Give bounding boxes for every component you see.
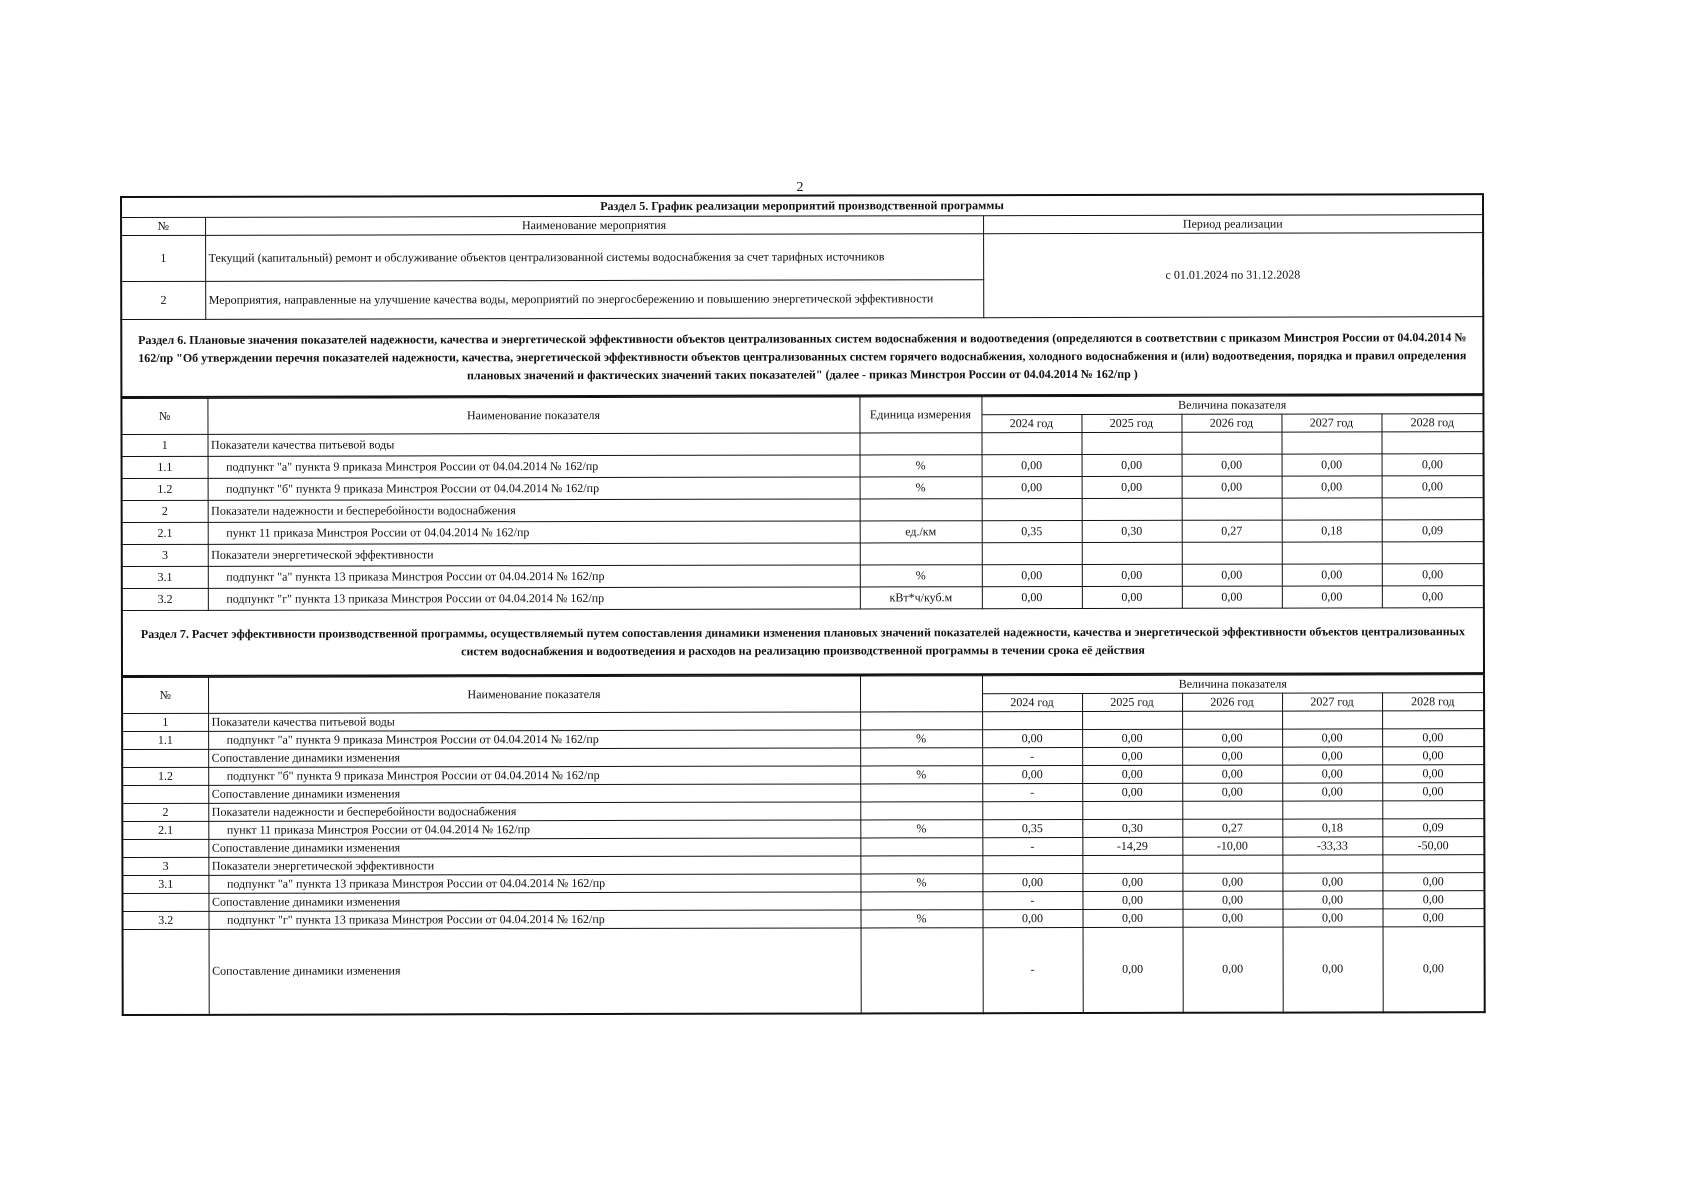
- row-value: 0,00: [982, 873, 1082, 891]
- row-value: 0,00: [1282, 585, 1382, 607]
- table-row: [122, 519, 1484, 544]
- row-value: -33,33: [1282, 836, 1382, 854]
- row-value: 0,00: [1082, 586, 1182, 608]
- table-row: [123, 926, 1485, 1015]
- row-value: 0,00: [982, 476, 1082, 498]
- row-num: 3.2: [122, 588, 208, 610]
- col-unit-header: Единица измерения: [859, 396, 981, 432]
- row-value: 0,00: [982, 909, 1082, 927]
- row-unit: [860, 891, 982, 909]
- row-value: [1282, 710, 1382, 728]
- row-value: [1282, 541, 1382, 563]
- year-header: 2025 год: [1081, 414, 1181, 432]
- row-value: [982, 855, 1082, 873]
- row-value: 0,00: [1282, 746, 1382, 764]
- row-num: 2: [122, 500, 208, 522]
- row-value: 0,00: [1182, 729, 1282, 747]
- row-num: 1.2: [122, 478, 208, 500]
- row-indicator-name: подпункт "а" пункта 9 приказа Минстроя России от 04.04.2014 № 162/пр: [208, 729, 860, 748]
- row-value: 0,00: [982, 586, 1082, 608]
- row-value: [1082, 801, 1182, 819]
- row-unit: [860, 498, 982, 520]
- row-indicator-name: подпункт "г" пункта 13 приказа Минстроя России от 04.04.2014 № 162/пр: [208, 586, 860, 609]
- row-value: -: [982, 891, 1082, 909]
- row-num: [122, 785, 208, 803]
- section-7-title: Раздел 7. Расчет эффективности производственной программы, осуществляемый путем сопоставления динамики изменения плановых значений показателей надежности, качества и энергетической эффективности объектов централизованных систем водоснабжения и водоотведения и расходов на реализацию производственной программы в течении срока её действия: [122, 607, 1484, 675]
- row-value: -: [982, 783, 1082, 801]
- col-indicator-name-header: Наименование показателя: [208, 675, 860, 712]
- row-value: [1382, 541, 1484, 563]
- table-row: [122, 453, 1484, 478]
- row-value: [1182, 542, 1282, 564]
- row-indicator-name: подпункт "г" пункта 13 приказа Минстроя России от 04.04.2014 № 162/пр: [208, 909, 860, 928]
- group-row: [122, 541, 1484, 566]
- row-value: [1082, 711, 1182, 729]
- row-value: 0,00: [1182, 564, 1282, 586]
- row-value: 0,00: [1382, 563, 1484, 585]
- row-num: 1: [121, 434, 207, 456]
- row-value: 0,09: [1382, 818, 1484, 836]
- row-unit: %: [860, 819, 982, 837]
- row-unit: [860, 801, 982, 819]
- row-value: [1082, 542, 1182, 564]
- row-value: -: [982, 747, 1082, 765]
- row-value: 0,00: [1182, 891, 1282, 909]
- row-value: 0,00: [1282, 872, 1382, 890]
- col-num-header: №: [121, 398, 207, 434]
- row-unit: %: [860, 765, 982, 783]
- row-num: [123, 929, 209, 1015]
- group-row: [122, 497, 1484, 522]
- row-value: 0,00: [1183, 927, 1283, 1013]
- row-indicator-name: Показатели качества питьевой воды: [207, 432, 859, 455]
- row-num: [122, 749, 208, 767]
- row-value: 0,35: [982, 520, 1082, 542]
- row-value: 0,00: [1082, 729, 1182, 747]
- year-header: 2028 год: [1382, 692, 1484, 710]
- row-value: [981, 432, 1081, 454]
- row-value: 0,00: [1282, 890, 1382, 908]
- row-num: 1.1: [122, 456, 208, 478]
- row-unit: %: [860, 476, 982, 498]
- period-value: с 01.01.2024 по 31.12.2028: [983, 232, 1483, 317]
- row-value: 0,00: [1382, 475, 1484, 497]
- row-value: [1381, 431, 1483, 453]
- row-value: 0,18: [1282, 519, 1382, 541]
- row-num: 2.1: [122, 821, 208, 839]
- row-value: 0,00: [1382, 585, 1484, 607]
- measure-num: 2: [121, 281, 205, 319]
- row-value: 0,30: [1082, 520, 1182, 542]
- col-indicator-name-header: Наименование показателя: [207, 396, 859, 433]
- row-value: 0,00: [982, 729, 1082, 747]
- col-period-header: Период реализации: [983, 214, 1483, 233]
- row-unit: [861, 927, 983, 1013]
- row-value: 0,00: [1082, 454, 1182, 476]
- row-value: 0,00: [1282, 728, 1382, 746]
- row-value: -: [982, 837, 1082, 855]
- row-value: 0,00: [1282, 764, 1382, 782]
- row-unit: %: [860, 454, 982, 476]
- row-unit: [860, 783, 982, 801]
- row-unit: [860, 747, 982, 765]
- row-value: [1182, 498, 1282, 520]
- row-indicator-name: Показатели надежности и бесперебойности водоснабжения: [208, 498, 860, 521]
- row-value: 0,00: [1382, 453, 1484, 475]
- row-indicator-name: пункт 11 приказа Минстроя России от 04.04.2014 № 162/пр: [208, 819, 860, 838]
- row-indicator-name: Сопоставление динамики изменения: [208, 783, 860, 802]
- col-value-header: Величина показателя: [981, 395, 1483, 414]
- row-value: 0,00: [1182, 873, 1282, 891]
- row-num: [122, 893, 208, 911]
- year-header: 2027 год: [1281, 413, 1381, 431]
- section-6-title: Раздел 6. Плановые значения показателей надежности, качества и энергетической эффективности объектов централизованных систем водоснабжения и водоотведения (определяются в соответствии с приказом Минстроя России от 04.04.2014 № 162/пр "Об утверждении перечня показателей надежности, качества, энергетической эффективности объектов централизованных систем горячего водоснабжения, холодного водоснабжения и (или) водоотведения, порядка и правил определения плановых значений и фактических значений таких показателей" (далее - приказ Минстроя России от 04.04.2014 № 162/пр ): [121, 316, 1483, 396]
- row-value: 0,30: [1082, 819, 1182, 837]
- row-indicator-name: подпункт "а" пункта 13 приказа Минстроя России от 04.04.2014 № 162/пр: [208, 564, 860, 587]
- row-value: 0,00: [1282, 475, 1382, 497]
- row-indicator-name: Сопоставление динамики изменения: [208, 837, 860, 856]
- row-indicator-name: подпункт "б" пункта 9 приказа Минстроя России от 04.04.2014 № 162/пр: [208, 765, 860, 784]
- row-value: 0,00: [1082, 783, 1182, 801]
- row-unit: %: [860, 873, 982, 891]
- row-value: -: [983, 927, 1083, 1013]
- row-indicator-name: Сопоставление динамики изменения: [208, 747, 860, 766]
- row-value: 0,00: [1083, 927, 1183, 1013]
- row-num: 1.2: [122, 767, 208, 785]
- row-unit: [860, 837, 982, 855]
- row-num: 1: [122, 713, 208, 731]
- row-value: [1382, 710, 1484, 728]
- row-num: 3: [122, 857, 208, 875]
- row-value: [982, 711, 1082, 729]
- group-row: [121, 431, 1483, 456]
- section-7-body: [122, 710, 1485, 1015]
- row-value: [1282, 497, 1382, 519]
- row-value: 0,00: [1182, 783, 1282, 801]
- row-indicator-name: Показатели надежности и бесперебойности водоснабжения: [208, 801, 860, 820]
- row-num: 3: [122, 544, 208, 566]
- row-value: 0,00: [1082, 747, 1182, 765]
- row-value: [1082, 855, 1182, 873]
- row-value: 0,00: [1382, 746, 1484, 764]
- row-value: 0,00: [1182, 765, 1282, 783]
- row-unit: [860, 711, 982, 729]
- year-header: 2025 год: [1082, 693, 1182, 711]
- row-value: -14,29: [1082, 837, 1182, 855]
- row-value: [1182, 855, 1282, 873]
- row-num: 3.1: [122, 875, 208, 893]
- year-header: 2026 год: [1181, 414, 1281, 432]
- col-measure-name-header: Наименование мероприятия: [205, 215, 983, 235]
- row-unit: [860, 542, 982, 564]
- row-indicator-name: Сопоставление динамики изменения: [208, 891, 860, 910]
- row-value: 0,00: [1182, 747, 1282, 765]
- row-value: 0,00: [1282, 782, 1382, 800]
- row-value: [1281, 431, 1381, 453]
- col-num-header: №: [122, 677, 208, 713]
- row-value: -50,00: [1382, 836, 1484, 854]
- row-value: [1282, 854, 1382, 872]
- row-value: [1182, 801, 1282, 819]
- col-value-header: Величина показателя: [982, 674, 1484, 693]
- row-value: -10,00: [1182, 837, 1282, 855]
- row-value: 0,00: [1282, 453, 1382, 475]
- row-value: 0,27: [1182, 819, 1282, 837]
- row-value: 0,00: [1182, 476, 1282, 498]
- row-value: 0,00: [982, 765, 1082, 783]
- row-value: 0,00: [1382, 872, 1484, 890]
- row-value: 0,00: [1382, 908, 1484, 926]
- row-value: [982, 801, 1082, 819]
- section-6-body: [121, 431, 1483, 610]
- row-num: 3.2: [122, 911, 208, 929]
- row-num: 1.1: [122, 731, 208, 749]
- row-value: 0,00: [1282, 563, 1382, 585]
- row-unit: %: [860, 564, 982, 586]
- row-value: 0,00: [1382, 890, 1484, 908]
- section-6-table: [120, 395, 1485, 677]
- row-value: 0,00: [1382, 764, 1484, 782]
- table-row: [122, 563, 1484, 588]
- page-number: 2: [796, 180, 804, 195]
- row-value: 0,18: [1282, 818, 1382, 836]
- document-sheet: [120, 193, 1484, 1016]
- row-value: 0,00: [982, 454, 1082, 476]
- row-value: [1182, 711, 1282, 729]
- row-value: 0,00: [1382, 782, 1484, 800]
- row-num: 3.1: [122, 566, 208, 588]
- row-unit: %: [860, 909, 982, 927]
- row-unit: кВт*ч/куб.м: [860, 586, 982, 608]
- year-header: 2024 год: [981, 414, 1081, 432]
- row-num: 2.1: [122, 522, 208, 544]
- row-value: [1382, 497, 1484, 519]
- row-value: 0,00: [1082, 765, 1182, 783]
- section-5-table: [120, 193, 1484, 397]
- row-indicator-name: Показатели энергетической эффективности: [208, 542, 860, 565]
- row-value: 0,00: [1383, 926, 1485, 1012]
- row-value: 0,00: [1282, 908, 1382, 926]
- row-indicator-name: Сопоставление динамики изменения: [209, 927, 861, 1014]
- row-value: 0,00: [1082, 564, 1182, 586]
- row-value: [1082, 498, 1182, 520]
- table-row: [122, 475, 1484, 500]
- year-header: 2028 год: [1381, 413, 1483, 431]
- row-value: 0,35: [982, 819, 1082, 837]
- year-header: 2027 год: [1282, 692, 1382, 710]
- row-value: 0,09: [1382, 519, 1484, 541]
- measure-num: 1: [121, 235, 205, 281]
- year-header: 2024 год: [982, 693, 1082, 711]
- row-indicator-name: пункт 11 приказа Минстроя России от 04.04.2014 № 162/пр: [208, 520, 860, 543]
- row-indicator-name: Показатели качества питьевой воды: [208, 711, 860, 730]
- measure-name: Мероприятия, направленные на улучшение качества воды, мероприятий по энергосбережению и повышению энергетической эффективности: [205, 279, 983, 319]
- row-value: [1181, 432, 1281, 454]
- row-indicator-name: подпункт "а" пункта 13 приказа Минстроя России от 04.04.2014 № 162/пр: [208, 873, 860, 892]
- table-row: [122, 585, 1484, 610]
- section-7-table: [121, 674, 1486, 1016]
- row-num: 2: [122, 803, 208, 821]
- row-value: [982, 498, 1082, 520]
- col-num-header: №: [121, 217, 205, 235]
- row-value: [1382, 854, 1484, 872]
- section-5-title: Раздел 5. График реализации мероприятий производственной программы: [121, 194, 1483, 217]
- row-value: 0,00: [1082, 891, 1182, 909]
- row-value: 0,00: [1182, 909, 1282, 927]
- row-indicator-name: Показатели энергетической эффективности: [208, 855, 860, 874]
- row-value: 0,00: [1283, 926, 1383, 1012]
- row-indicator-name: подпункт "а" пункта 9 приказа Минстроя России от 04.04.2014 № 162/пр: [208, 454, 860, 477]
- row-value: 0,27: [1182, 520, 1282, 542]
- row-unit: %: [860, 729, 982, 747]
- row-value: [1081, 432, 1181, 454]
- row-value: 0,00: [982, 564, 1082, 586]
- row-value: [1282, 800, 1382, 818]
- row-unit: [860, 855, 982, 873]
- row-value: 0,00: [1382, 728, 1484, 746]
- year-header: 2026 год: [1182, 693, 1282, 711]
- row-value: 0,00: [1082, 476, 1182, 498]
- row-num: [122, 839, 208, 857]
- row-unit: [859, 432, 981, 454]
- col-unit-header: [860, 675, 982, 711]
- row-value: 0,00: [1182, 586, 1282, 608]
- row-value: [1382, 800, 1484, 818]
- row-value: [982, 542, 1082, 564]
- row-value: 0,00: [1082, 873, 1182, 891]
- measure-name: Текущий (капитальный) ремонт и обслуживание объектов централизованной системы водоснабжения за счет тарифных источников: [205, 233, 983, 281]
- row-unit: ед./км: [860, 520, 982, 542]
- row-indicator-name: подпункт "б" пункта 9 приказа Минстроя России от 04.04.2014 № 162/пр: [208, 476, 860, 499]
- row-value: 0,00: [1082, 909, 1182, 927]
- row-value: 0,00: [1182, 454, 1282, 476]
